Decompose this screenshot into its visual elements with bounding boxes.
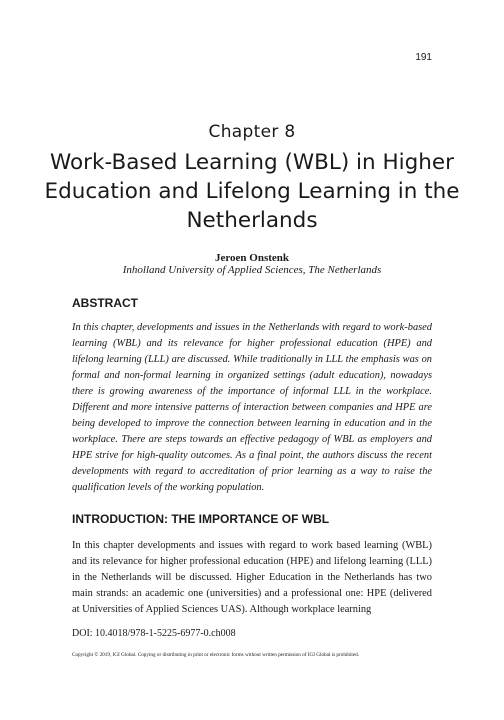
copyright-notice: Copyright © 2019, IGI Global. Copying or distributing in print or electronic forms without written permission of IGI Global is prohibited.: [72, 652, 360, 658]
chapter-label: Chapter 8: [208, 122, 296, 142]
introduction-text: In this chapter developments and issues with regard to work based learning (WBL) and its relevance for higher professional education (HPE) and lifelong learning (LLL) in the Netherlands will be discussed. Higher Education in the Netherlands has two main strands: an academic one (universities) and a professional one: HPE (delivered at Universities of Applied Sciences UAS). Although workplace learning: [72, 540, 432, 615]
author-affiliation: Inholland University of Applied Sciences, The Netherlands: [122, 264, 382, 276]
abstract-text: In this chapter, developments and issues in the Netherlands with regard to work-based learning (WBL) and its relevance for higher professional education (HPE) and lifelong learning (LLL) are discussed. While traditionally in LLL the emphasis was on formal and non-formal learning in organized settings (adult education), nowadays there is growing awareness of the importance of informal LLL in the workplace. Different and more intensive patterns of interaction between companies and HPE are being developed to improve the connection between learning in education and in the workplace. There are steps towards an effective pedagogy of WBL as employers and HPE strive for high-quality outcomes. As a final point, the authors discuss the recent developments with regard to accreditation of prior learning as a way to raise the qualification levels of the working population.: [72, 322, 432, 493]
page-number: 191: [415, 52, 432, 63]
doi-line: DOI: 10.4018/978-1-5225-6977-0.ch008: [72, 628, 236, 639]
author-name: Jeroen Onstenk: [214, 252, 290, 264]
introduction-heading: INTRODUCTION: THE IMPORTANCE OF WBL: [72, 512, 330, 526]
chapter-title: Work-Based Learning (WBL) in Higher Education and Lifelong Learning in the Netherlands: [44, 150, 460, 233]
abstract-heading: ABSTRACT: [72, 296, 138, 310]
